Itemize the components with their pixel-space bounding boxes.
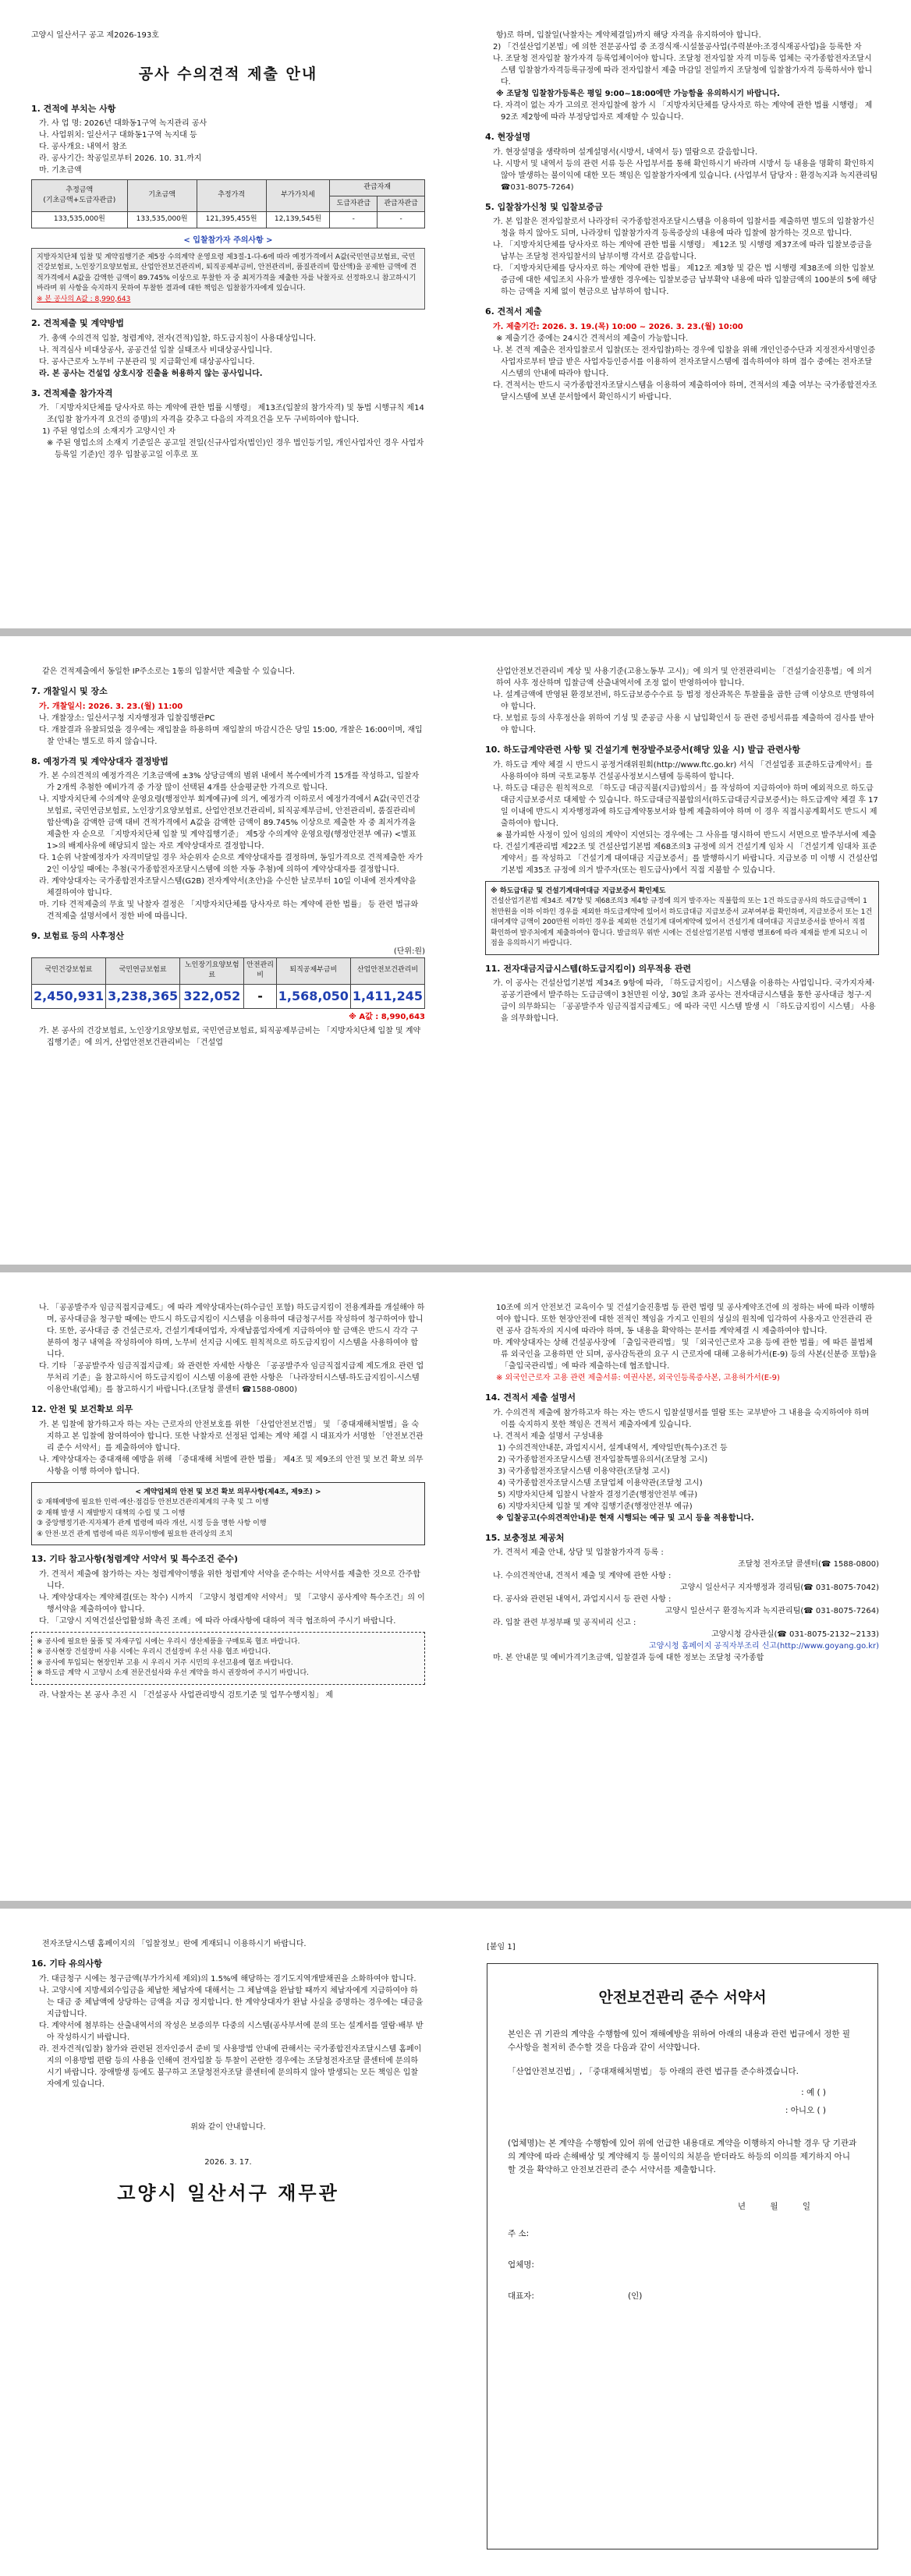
box-text: 건설산업기본법 제34조 제7항 및 제68조의3 제4항 규정에 의거 발주자는 직불합의 또는 1건 하도급공사의 하도급금액이 1천만원을 이하 이하인 경우를 제외한 하도급계약에 있어서 하도급대금 지급보증서 교부여부를 확인하며, 지급보증서 또는 1건 대여계약 금액이 200만원 이하인 경우를 제외한 건설기계 대여계약에 있어서 건설기계 대여대금 지급보증서를 받아서 직접 확인하여 발주처에게 제출하여야 합니다. 발급의무 위반 시에는 건설산업기본법 시행령 별표6에 따라 제재를 받게 되오니 이점을 유의하시기 바랍니다. bbox=[491, 897, 873, 947]
s6-line: ※ 제출기간 중에는 24시간 견적서의 제출이 가능합니다. bbox=[496, 334, 689, 343]
page1-right bbox=[485, 30, 879, 403]
p3-line: 다. 기타 「공공발주자 임금직접지급제」와 관련한 자세한 사항은 「공공발주자 임금직접지급제 제도개요 관련 업무처리 기준」을 참고하시어 하도급지킴이 시스템 이용에 관한 사항은 「나라장터시스템-하도급지킴이-시스템이용안내(업체)」를 참고하시기 바랍니다.(조달청 콜센터 ☎1588-0800) bbox=[39, 1362, 424, 1394]
s6-line: 가. 제출기간: 2026. 3. 19.(목) 10:00 ~ 2026. 3. 23.(월) 10:00 bbox=[493, 322, 743, 331]
s3-line: 1) 주된 영업소의 소재지가 고양시인 자 bbox=[42, 427, 176, 436]
ins-cell: 322,052 bbox=[180, 984, 244, 1008]
caution-text: 지방자치단체 입찰 및 계약집행기준 제5장 수의계약 운영요령 제3절-1-다-6에 따라 예정가격에서 A값(국민연금보험료, 국민건강보험료, 노인장기요양보험료, 산업안전보건관리비, 퇴직공제부금비, 안전관리비, 품질관리비 합산액)을 공제한 금액에 견적가격에서 A값을 감액한 금액이 89.745% 이상으로 투찰한 자 중 최저가격을 제출한 자를 낙찰자로 선정하오니 참고하시기 바라며 위 사항을 숙지하지 못하여 투찰한 결과에 대한 책임은 입찰참가자에게 있습니다. bbox=[37, 253, 417, 292]
r-line: 다. 자격이 없는 자가 고의로 전자입찰에 참가 시 「지방자치단체를 당사자로 하는 계약에 관한 법률 시행령」 제92조 제2항에 따라 부정당업자로 제재할 수 있습니다. bbox=[493, 101, 873, 122]
s14-item: 3) 국가종합전자조달시스템 이용약관(조달청 고시) bbox=[498, 1467, 670, 1476]
section-16-heading: 16. 기타 유의사항 bbox=[31, 1959, 102, 1969]
notice-date: 2026. 3. 17. bbox=[204, 2157, 252, 2167]
s14-foot: ※ 입찰공고(수의견적안내)문 현재 시행되는 예규 및 고시 등을 적용합니다. bbox=[496, 1513, 754, 1523]
s2-line: 다. 공사근로자 노무비 구분관리 및 지급확인제 대상공사입니다. bbox=[39, 357, 255, 366]
p4-top: 전자조달시스템 홈페이지의 「입찰정보」란에 게재되니 이용하시기 바랍니다. bbox=[42, 1940, 307, 1948]
s14-item: 2) 국가종합전자조달시스템 전자입찰특별유의서(조달청 고시) bbox=[498, 1455, 708, 1464]
s10-line: 가. 하도급 계약 체결 시 반드시 공정거래위원회(http://www.ftc.go.kr) 서식 「건설업종 표준하도급계약서」를 사용하여야 하며 국토교통부 건설공사정보시스템에 등록하여 합니다. bbox=[493, 760, 873, 781]
r-line: ※ 조달청 입찰참가등록은 평일 9:00~18:00에만 가능함을 유의하시기 바랍니다. bbox=[496, 90, 780, 98]
ins-th: 노인장기요양보험료 bbox=[180, 957, 244, 984]
section-3-heading: 3. 견적제출 참가자격 bbox=[31, 387, 113, 398]
note-line: ※ 공사현장 건설장비 사용 시에는 우리시 건설장비 우선 사용 협조 바랍니다. bbox=[37, 1648, 271, 1656]
section-8-heading: 8. 예정가격 및 계약상대자 결정방법 bbox=[31, 755, 168, 766]
annex-label: [붙임 1] bbox=[487, 1943, 516, 1951]
section-4-heading: 4. 현장설명 bbox=[485, 132, 531, 142]
insurance-table bbox=[31, 957, 425, 1009]
s6-line: 나. 본 견적 제출은 전자입찰로서 입찰(또는 전자입찰)하는 경우에 입찰을 위해 개인인증수단과 지정전자서명인증사업자로부터 발급 받은 사업자등인증서를 이용하여 전자조달시스템에 접속하여야 하며 접수 중에는 전자조달시스템의 안내에 따라야 합니다. bbox=[493, 345, 876, 378]
p2-top: 같은 견적제출에서 동일한 IP주소로는 1통의 입찰서만 제출할 수 있습니다. bbox=[42, 667, 296, 676]
s12-line: 가. 본 입찰에 참가하고자 하는 자는 근로자의 안전보호를 위한 「산업안전보건법」 및 「중대재해처벌법」을 숙지하고 본 입찰에 참여하여야 합니다. 또한 낙찰자로 선정된 업체는 계약 체결 시 대표자가 서명한 「안전보건관리 준수 서약서」를 제출하여야 합니다. bbox=[39, 1420, 424, 1453]
cell-owner-supply: - bbox=[378, 212, 425, 228]
s5-line: 가. 본 입찰은 전자입찰로서 나라장터 국가종합전자조달시스템을 이용하여 입찰서를 제출하면 별도의 입찰참가신청을 하지 않아도 되며, 나라장터 입찰참가자격 등록증상의 내용에 따라 입찰에 참가하는 것으로 합니다. bbox=[493, 218, 874, 238]
box-title: ※ 하도급대금 및 건설기계대여대금 지급보증서 확인제도 bbox=[491, 886, 666, 895]
s11-line: 가. 이 공사는 건설산업기본법 제34조 9항에 따라, 「하도급지킴이」시스템을 이용하는 사업입니다. 국가지자체·공공기관에서 발주하는 도급금액이 3천만원 이상, 30일 초과 공사는 전자대금시스템을 통한 공사대금 청구·지급이 의무화되는 「공공발주자 임금직접지급제도」에 따라 국민 시스템 발생 시 「하도급지킴이 시스템」 사용을 의무화합니다. bbox=[493, 979, 876, 1023]
th-base: 기초금액 bbox=[127, 180, 197, 212]
form-intro: 본인은 귀 기관의 계약을 수행함에 있어 재해예방을 위하여 아래의 내용과 관련 법규에서 정한 필수사항을 철저히 준수할 것을 다음과 같이 서약합니다. bbox=[508, 2029, 850, 2053]
s3-line: ※ 주된 영업소의 소재지 기준일은 공고일 전일(신규사업자(법인)인 경우 법인등기일, 개인사업자인 경우 사업자등록일 기준)인 경우 입찰공고일 이후로 포 bbox=[47, 439, 424, 459]
r-line bbox=[485, 41, 879, 53]
s7-line: 다. 개찰결과 유찰되었을 경우에는 재입찰을 하용하며 재입찰의 마감시간은 당일 15:00, 개찰은 16:00이며, 재입찰 안내는 별도로 하지 않습니다. bbox=[39, 725, 423, 746]
page-1 bbox=[0, 0, 911, 628]
caution-a-value: ※ 본 공사의 A값 : 8,990,643 bbox=[37, 295, 131, 303]
s9-line: 가. 본 공사의 건강보험료, 노인장기요양보험료, 국민연금보험료, 퇴직공제부금비는 「지방자치단체 입찰 및 계약집행기준」에 의거, 산업안전보건관리비는 「건설업 bbox=[39, 1026, 421, 1047]
th-estimate: 추정금액 (기초금액+도급자관급) bbox=[32, 180, 128, 212]
s14-item: 6) 지방자치단체 입찰 및 계약 집행기준(행정안전부 예규) bbox=[498, 1502, 693, 1511]
box-item: ③ 중앙행정기관·지자체가 관계 법령에 따라 개선, 시정 등을 명한 사항 이행 bbox=[37, 1520, 267, 1527]
box-item: ④ 안전·보건 관계 법령에 따른 의무이행에 필요한 관리상의 조치 bbox=[37, 1530, 233, 1538]
s7-line: 가. 개찰일시: 2026. 3. 23.(월) 11:00 bbox=[39, 702, 183, 711]
form-law-line: 「산업안전보건법」, 「중대재해처벌법」 등 아래의 관련 법규를 준수하겠습니다. bbox=[508, 2066, 799, 2076]
s10-line: ※ 불가피한 사정이 있어 임의의 계약이 지연되는 경우에는 그 사유를 명시하여 반드시 서면으로 발주부서에 제출 bbox=[496, 830, 877, 840]
section-2-heading: 2. 견적제출 및 계약방법 bbox=[31, 318, 124, 328]
s14-item: 1) 수의견적안내문, 과업지시서, 설계내역서, 계약일반(특수)조건 등 bbox=[498, 1443, 728, 1453]
s13-line: 가. 견적서 제출에 참가하는 자는 청렴계약이행을 위한 청렴계약 서약을 준수하는 서약서를 제출한 것으로 간주합니다. bbox=[39, 1569, 420, 1591]
p3r-line: 마. 계약상대자는 상해 건설공사장에 「출입국관리법」 및 「외국인근로자 고용 등에 관한 법률」에 따른 불법체류 외국인을 고용하면 안 되며, 공사감독관의 요구 시 근로자에 대해 고용허가서(E-9) 등의 사본(신분증 포함)을 「출입국관리법」에 따라 제출하는데 협조합니다. bbox=[493, 1339, 877, 1371]
s1-line: 마. 기초금액 bbox=[39, 166, 82, 175]
s15-contact: 고양시 일산서구 환경녹지과 녹지관리팀(☎ 031-8075-7264) bbox=[665, 1607, 879, 1615]
s16-line: 라. 전자견적(입찰) 참가와 관련된 전자인증서 준비 및 사용방법 안내에 관해서는 국가종합전자조달시스템 홈페이지의 이용방법 편람 등의 사용을 인해여 전자입찰 등 투찰이 곤란한 경우에는 조달청전자조달 콜센터에 문의하시기 바랍니다. 장애발생 등에도 불구하고 조달청전자조달 콜센터에 문의하지 않아 발생되는 모든 책임은 입찰자에게 있습니다. bbox=[39, 2044, 422, 2089]
notice-number: 고양시 일산서구 공고 제2026-193호 bbox=[31, 31, 159, 40]
form-company[interactable]: 업체명: bbox=[508, 2259, 534, 2270]
s2-line: 가. 총액 수의견적 입찰, 청렴계약, 전자(견적)입찰, 하도급지침이 사용대상입니다. bbox=[39, 334, 317, 343]
page4-left bbox=[31, 1938, 425, 2207]
s13-line: 나. 계약상대자는 계약체결(또는 착수) 시까지 「고양시 청렴계약 서약서」 및 「고양시 공사계약 특수조건」의 이행서약을 제출하여야 합니다. bbox=[39, 1593, 425, 1614]
s16-line: 나. 고양시에 지방세외수입금을 체납한 체납자에 대해서는 그 체납액을 완납할 때까지 체납자에게 지급하여야 하는 대금 중 체납액에 상당하는 금액을 지급 정지합니다. 한 계약상대자가 완납 사실을 증명하는 경우에는 대금을 지급합니다. bbox=[39, 1986, 424, 2019]
note-line: ※ 하도급 계약 시 고양시 소재 전문건설사와 우선 계약을 하시 권장하여 주시기 바랍니다. bbox=[37, 1669, 310, 1677]
th-price: 추정가격 bbox=[197, 180, 266, 212]
s16-line: 다. 계약서에 첨부하는 산출내역서의 작성은 보증의무 다중의 시스템(공사부서에 문의 또는 설계서를 열람·배부 받아 작성하시기 바랍니다. bbox=[39, 2021, 424, 2042]
rep-label: 대표자: bbox=[508, 2291, 534, 2301]
page2-right bbox=[485, 666, 879, 1024]
section-15-heading: 15. 보충정보 제공처 bbox=[485, 1532, 565, 1543]
s8-line: 라. 계약상대자는 국가종합전자조달시스템(G2B) 전자계약서(초안)을 수신한 날로부터 10일 이내에 전자계약을 체결하여야 합니다. bbox=[39, 877, 417, 897]
s12-line: 나. 계약상대자는 중대재해 예방을 위해 「중대재해 처벌에 관한 법률」 제4조 및 제9조의 안전 및 보건 확보 의무사항을 이행 하여야 합니다. bbox=[39, 1455, 424, 1476]
page-3 bbox=[0, 1272, 911, 1901]
guarantee-info-box bbox=[485, 881, 879, 955]
local-industry-box bbox=[31, 1632, 425, 1685]
s15-contact: 고양시청 감사관실(☎ 031-8075-2132~2133) bbox=[711, 1630, 879, 1639]
ins-cell: 1,568,050 bbox=[276, 984, 350, 1008]
s13-line: 다. 「고양시 지역건설산업활성화 촉진 조례」에 따라 아래사항에 대하여 적극 협조하여 주시기 바랍니다. bbox=[39, 1616, 396, 1626]
s1-line: 나. 사업위치: 일산서구 대화동1구역 녹지대 등 bbox=[39, 131, 197, 140]
s10-line: 다. 건설기계관리법 제22조 및 건설산업기본법 제68조의3 규정에 의거 건설기계 임차 시 「건설기계 임대차 표준계약서」를 작성하고 「건설기계 대여대금 지급보증서」를 발행하시기 바랍니다. 지급보증 미 이행 시 건설산업기본법 제35조 규정에 의거 발주자(또는 원도급사)에서 직접 지불할 수 있습니다. bbox=[493, 842, 878, 875]
s15-line: 가. 견적서 제출 안내, 상담 및 입찰참가자격 등록 : bbox=[493, 1548, 664, 1557]
cell-estimate: 133,535,000원 bbox=[32, 212, 128, 228]
th-owner-supply: 관급자관급 bbox=[378, 196, 425, 212]
form-yes-option[interactable]: : 예 ( ) bbox=[801, 2087, 826, 2097]
section-1-heading: 1. 견적에 부치는 사항 bbox=[31, 103, 116, 114]
s13-line: 라. 낙찰자는 본 공사 추진 시 「건설공사 사업관리방식 검토기준 및 업무수행지침」 제 bbox=[39, 1690, 333, 1700]
box-title: < 계약업체의 안전 및 보건 확보 의무사항(제4조, 제9조) > bbox=[135, 1488, 321, 1496]
section-12-heading: 12. 안전 및 보건확보 의무 bbox=[31, 1404, 133, 1414]
s8-line: 가. 본 수의견적의 예정가격은 기초금액에 ±3% 상당금액의 범위 내에서 복수예비가격 15개를 작성하고, 입찰자가 2개씩 추첨한 예비가격 중 가장 많이 선택된 4개를 산술평균한 가격으로 합니다. bbox=[39, 772, 420, 792]
p3r-red-line: ※ 외국인근로자 고용 관련 제출서류: 여권사본, 외국인등록증사본, 고용허가서(E-9) bbox=[496, 1374, 780, 1382]
s2-line: 라. 본 공사는 건설업 상호시장 진출을 허용하지 않는 공사입니다. bbox=[39, 369, 263, 378]
box-item: ② 재해 발생 시 재발방지 대책의 수립 및 그 이행 bbox=[37, 1509, 186, 1517]
base-amount-table bbox=[31, 179, 425, 228]
section-7-heading: 7. 개찰일시 및 장소 bbox=[31, 686, 108, 696]
r-line: 항)로 하며, 입찰일(낙찰자는 계약체결일)까지 해당 자격을 유지하여야 합니다. bbox=[496, 31, 761, 40]
s10-line: 나. 하도급 대금은 원칙적으로 「하도급 대금직불(지급)합의서」를 작성하여 지급하여야 하며 예외적으로 하도급대금지급보증서로 대체할 수 있습니다. 하도급대금직불합의서(하도급대금지급보증서)는 하도급계약 체결 후 17일 이내에 반드시 지자행정과에 하도급계약통보서와 함께 제출하여야 하며 이 경우 직접시공계획서도 반드시 제출하여야 합니다. bbox=[493, 784, 878, 828]
form-pledge-text: (업체명)는 본 계약을 수행함에 있어 위에 언급한 내용대로 계약을 이행하지 아니할 경우 당 기관과의 계약에 따라 손해배상 및 계약해지 등 불이익의 처분을 받더라도 하등의 이의를 제기하지 아니할 것을 확약하고 안전보건관리 준수 서약서를 제출합니다. bbox=[508, 2139, 857, 2174]
s14-line: 가. 수의견적 제출에 참가하고자 하는 자는 반드시 입찰설명서를 열람 또는 교부받아 그 내용을 숙지하여야 하며 이를 숙지하지 못한 책임은 견적서 제출자에게 있습니다. bbox=[493, 1408, 870, 1429]
a-value-total: ※ A값 : 8,990,643 bbox=[349, 1012, 425, 1021]
th-material: 관급자재 bbox=[330, 180, 425, 196]
s4-line: 나. 시방서 및 내역서 등의 관련 서류 등은 사업부서를 통해 확인하시기 바라며 시방서 등 내용을 명확히 확인하지 않아 발생하는 불이익에 대한 모든 책임은 입찰참가자에게 있습니다. (사업부서 담당자 : 환경녹지과 녹지관리팀 ☎031-8075-7264) bbox=[493, 159, 878, 192]
p3r-top: 10조에 의거 안전보건 교육이수 및 건설기술진흥법 등 관련 법령 및 공사계약조건에 의 정하는 바에 따라 이행하여야 합니다. 또한 현장안전에 대한 전적인 책임을 가지고 인원의 성실의 원칙에 입각하여 사용자고 안전관리 관련 공사 감독자의 지시에 따라야 하며, 동 내용을 확약하는 문서를 계약체결 시 제출하여야 합니다. bbox=[496, 1304, 875, 1336]
section-6-heading: 6. 견적서 제출 bbox=[485, 306, 542, 317]
s5-line: 다. 「지방자치단체를 당사자로 하는 계약에 관한 법률」 제12조 제3항 및 같은 법 시행령 제38조에 의한 입찰보증금에 대한 세입조치 사유가 발생한 경우에는 입찰보증금 납부확약 내용에 따라 입찰금액의 100분의 5에 해당하는 금액을 지체 없이 현금으로 납부하여 합니다. bbox=[493, 264, 877, 296]
safety-pledge-form bbox=[487, 1963, 878, 2549]
s1-line: 라. 공사기간: 착공일로부터 2026. 10. 31.까지 bbox=[39, 154, 202, 163]
p2r-line: 나. 설계금액에 반영된 환경보전비, 하도급보증수수료 등 법정 정산과목은 투찰률을 곱한 금액 이상으로 반영하여야 합니다. bbox=[493, 691, 874, 711]
th-contractor-supply: 도급자관급 bbox=[330, 196, 378, 212]
ins-cell: - bbox=[244, 984, 276, 1008]
s14-item: 4) 국가종합전자조달시스템 조달업체 이용약관(조달청 고시) bbox=[498, 1478, 703, 1488]
cell-vat: 12,139,545원 bbox=[266, 212, 330, 228]
issuer-org: 고양시 일산서구 재무관 bbox=[117, 2181, 339, 2204]
s15-line: 나. 수의견적안내, 견적서 제출 및 계약에 관한 사항 : bbox=[493, 1572, 672, 1580]
cell-base: 133,535,000원 bbox=[127, 212, 197, 228]
cell-price: 121,395,455원 bbox=[197, 212, 266, 228]
page1-left bbox=[31, 30, 425, 461]
s15-line: 다. 공사와 관련된 내역서, 과업지시서 등 관련 사항 : bbox=[493, 1595, 672, 1604]
license-text: 2) 「건설산업기본법」에 의한 전문공사업 중 조경식재·시설물공사업(주력분야:조경식재공사업)을 등록한 자 bbox=[493, 43, 862, 51]
cell-contractor-supply: - bbox=[330, 212, 378, 228]
ins-cell: 1,411,245 bbox=[350, 984, 424, 1008]
form-representative[interactable] bbox=[508, 2290, 857, 2307]
ins-th: 산업안전보건관리비 bbox=[350, 957, 424, 984]
section-11-heading: 11. 전자대금지급시스템(하도급지킴이) 의무적용 관련 bbox=[485, 963, 692, 974]
s8-line: 나. 지방자치단체 수의계약 운영요령(행정안부 회계예규)에 의거, 예정가격 이하로서 예정가격에서 A값(국민건강보험료, 국민연금보험료, 노인장기요양보험료, 산업안전보건관리비, 퇴직공제부금비, 안전관리비, 품질관리비 합산액)을 감액한 금액 대비 견적가격에서 A값을 감액한 금액이 89.745% 이상으로 제출한 자 중 최저가격을 제출한 자 순으로 「지방자치단체 입찰 및 계약집행기준」 제5장 수의계약 운영요령(행정안전부 예규) <별표1>의 배제사유에 해당되지 않는 자로 계약상대자로 결정합니다. bbox=[39, 795, 420, 851]
s3-line: 가. 「지방자치단체를 당사자로 하는 계약에 관한 법률 시행령」 제13조(입찰의 참가자격) 및 동법 시행규칙 제14조(입찰 참가자격 요건의 증명)의 자격을 갖추고 다음의 자격요건을 모두 구비하여야 합니다. bbox=[39, 404, 424, 424]
section-5-heading: 5. 입찰참가신청 및 입찰보증금 bbox=[485, 201, 603, 212]
s14-line: 나. 견적서 제출 설명서 구성내용 bbox=[493, 1431, 604, 1441]
form-address[interactable]: 주 소: bbox=[508, 2228, 530, 2238]
page-4 bbox=[0, 1909, 911, 2576]
ins-th: 안전관리비 bbox=[244, 957, 276, 984]
s1-line: 다. 공사개요: 내역서 참조 bbox=[39, 143, 127, 151]
ins-cell: 3,238,365 bbox=[106, 984, 180, 1008]
caution-box bbox=[31, 248, 425, 310]
s16-line: 가. 대금청구 시에는 청구금액(부가가치세 제외)의 1.5%에 해당하는 경기도지역개발채권을 소화하여야 합니다. bbox=[39, 1974, 417, 1983]
page3-right bbox=[485, 1302, 879, 1664]
s15-contact: 고양시 일산서구 지자행정과 경리팀(☎ 031-8075-7042) bbox=[679, 1583, 879, 1592]
page-2 bbox=[0, 636, 911, 1265]
ins-th: 퇴직공제부금비 bbox=[276, 957, 350, 984]
caution-title: < 입찰참가자 주의사항 > bbox=[183, 235, 273, 245]
s5-line: 나. 「지방자치단체를 당사자로 하는 계약에 관한 법률 시행령」 제12조 및 시행령 제37조에 따라 입찰보증금을 납부는 조달청 전자입찰서의 납부이행 각서로 갈음합니다. bbox=[493, 241, 873, 261]
ins-cell: 2,450,931 bbox=[32, 984, 106, 1008]
s15-line: 마. 본 안내문 및 예비가격기초금액, 입찰결과 등에 대한 정보는 조달청 국가종합 bbox=[493, 1654, 764, 1662]
s8-line: 다. 1순위 낙찰예정자가 자격미달일 경우 차순위자 순으로 계약상대자를 결정하며, 동일가격으로 견적제출한 자가 2인 이상일 때에는 추첨(국가종합전자조달시스템에 의한 자동 추첨)에 의하여 계약상대자를 결정합니다. bbox=[39, 854, 424, 874]
seal-mark: (인) bbox=[627, 2291, 643, 2301]
th-vat: 부가가치세 bbox=[266, 180, 330, 212]
section-9-heading: 9. 보험료 등의 사후정산 bbox=[31, 931, 124, 941]
form-date: 년 월 일 bbox=[737, 2201, 810, 2211]
closing-text: 위와 같이 안내합니다. bbox=[190, 2122, 266, 2132]
s1-line: 가. 사 업 명: 2026년 대화동1구역 녹지관리 공사 bbox=[39, 119, 207, 128]
s8-line: 마. 기타 견적제출의 무효 및 낙찰자 결정은 「지방자치단체를 당사자로 하는 계약에 관한 법률」 등 관련 법규와 견적제출 설명서에서 정한 바에 따릅니다. bbox=[39, 901, 419, 921]
s15-line: 라. 입찰 관련 부정부패 및 공직비리 신고 : bbox=[493, 1619, 636, 1627]
s6-line: 다. 견적서는 반드시 국가종합전자조달시스템을 이용하여 제출하여야 하며, 견적서의 제출 여부는 국가종합전자조달시스템에 보낸 문서함에서 확인하시기 바랍니다. bbox=[493, 380, 877, 402]
s15-report-link[interactable]: 고양시청 홈페이지 공직자부조리 신고(http://www.goyang.go.kr) bbox=[648, 1642, 879, 1651]
ins-th: 국민건강보험료 bbox=[32, 957, 106, 984]
unit-label: (단위:원) bbox=[393, 947, 425, 956]
r-line: 나. 조달청 전자입찰 참가자격 등록업체이어야 합니다. 조달청 전자입찰 자격 미등록 업체는 국가종합전자조달시스템 입찰참가자격등록규정에 따라 전자입찰서 제출 마감일 전일까지 조달청에 입찰참가자격 등록하셔야 합니다. bbox=[493, 55, 873, 87]
note-line: ※ 공사에 투입되는 현장인부 고용 시 우리시 거주 시민의 우선고용에 협조 바랍니다. bbox=[37, 1658, 293, 1667]
s14-item: 5) 지방자치단체 입찰시 낙찰자 결정기준(행정안전부 예규) bbox=[498, 1490, 698, 1499]
s2-line: 나. 적격심사 비대상공사, 공공건설 입찰 실태조사 비대상공사입니다. bbox=[39, 345, 273, 355]
page2-left bbox=[31, 666, 425, 1049]
p3-line: 나. 「공공발주자 임금직접지급제도」에 따라 계약상대자는(하수급인 포함) 하도급지킴이 전용계좌를 개설해야 하며, 공사대금을 청구할 때에는 반드시 하도급지킴이 시스템을 이용하여 대금청구서를 작성하여 청구하여야 합니다. 또한, 공사대금 중 건설근로자, 건설기계대여업자, 자재납품업자에게 지급하여야 할 금액은 반드시 각각 구분하여 청구 내역을 작성하여야 하며, 노무비 선지급 시에도 원칙적으로 하도급지킴이 시스템을 사용하여야 합니다. bbox=[39, 1304, 425, 1359]
box-item: ① 재해예방에 필요한 인력·예산·점검등 안전보건관리체계의 구축 및 그 이행 bbox=[37, 1499, 269, 1506]
s15-contact: 조달청 전자조달 콜센터(☎ 1588-0800) bbox=[738, 1560, 879, 1569]
section-13-heading: 13. 기타 참고사항(청렴계약 서약서 및 특수조건 준수) bbox=[31, 1554, 239, 1564]
p2r-top: 산업안전보건관리비 계상 및 사용기준(고용노동부 고시)」에 의거 및 안전관리비는 「건설기술진흥법」에 의거하여 사후 정산하며 입찰금액 산출내역서에 조정 없이 반영하여야 합니다. bbox=[496, 667, 872, 688]
document-title: 공사 수의견적 제출 안내 bbox=[138, 65, 318, 83]
section-10-heading: 10. 하도급계약관련 사항 및 건설기계 현장발주보증서(해당 있을 시) 발급 관련사항 bbox=[485, 745, 801, 755]
form-title: 안전보건관리 준수 서약서 bbox=[598, 1989, 767, 2006]
page3-left bbox=[31, 1302, 425, 1701]
note-line: ※ 공사에 필요한 물품 및 자재구입 시에는 우리시 생산제품을 구매토록 협조 바랍니다. bbox=[37, 1637, 300, 1646]
section-14-heading: 14. 견적서 제출 설명서 bbox=[485, 1392, 576, 1403]
form-no-option[interactable]: : 아니오 ( ) bbox=[785, 2105, 826, 2115]
ins-th: 국민연금보험료 bbox=[106, 957, 180, 984]
safety-duty-box bbox=[31, 1482, 425, 1546]
s7-line: 나. 개찰장소: 일산서구청 지자행정과 입찰집행관PC bbox=[39, 713, 215, 723]
p2r-line: 다. 보험료 등의 사후정산을 위하여 기성 및 준공금 사용 시 납입확인서 등 관련 증빙서류를 제출하여 검사를 받아야 합니다. bbox=[493, 714, 874, 734]
s4-line: 가. 현장설명을 생략하며 설계설명서(시방서, 내역서 등) 열람으로 갈음합니다. bbox=[493, 147, 758, 157]
